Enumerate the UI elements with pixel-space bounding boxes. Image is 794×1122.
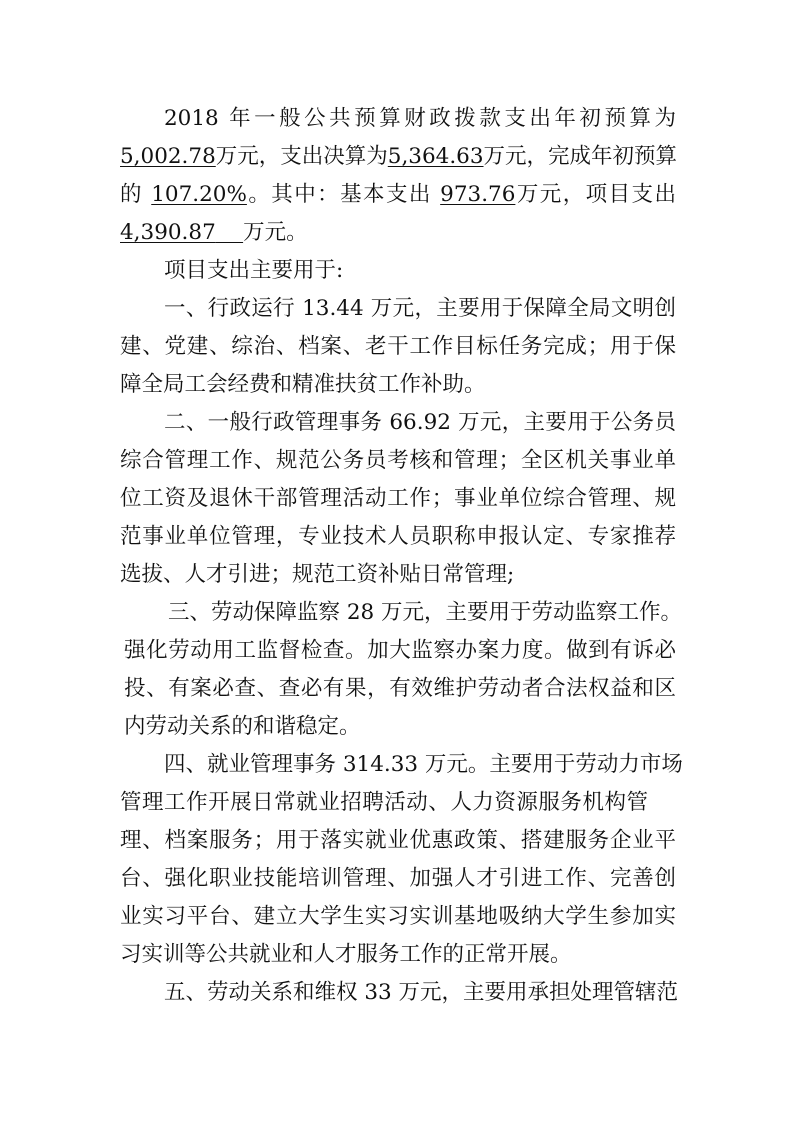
summary-text: 万元。 xyxy=(243,220,308,245)
item-4-line: 管理工作开展日常就业招聘活动、人力资源服务机构管 xyxy=(120,790,648,815)
item-4-line: 四、就业管理事务 314.33 万元。主要用于劳动力市场 xyxy=(164,752,683,777)
item-2-line: 综合管理工作、规范公务员考核和管理；全区机关事业单 xyxy=(120,448,676,473)
summary-line-3 xyxy=(120,176,676,214)
basic-expenditure-value: 973.76 xyxy=(440,182,516,207)
item-1-line: 建、党建、综治、档案、老干工作目标任务完成；用于保 xyxy=(120,334,676,359)
project-expenditure-value xyxy=(120,220,243,245)
project-heading: 项目支出主要用于: xyxy=(164,258,344,283)
item-2-line: 选拔、人才引进；规范工资补贴日常管理; xyxy=(120,562,515,587)
item-4-line: 业实习平台、建立大学生实习实训基地吸纳大学生参加实 xyxy=(120,904,676,929)
item-4-line: 理、档案服务；用于落实就业优惠政策、搭建服务企业平 xyxy=(120,828,676,853)
budget-initial-value: 5,002.78 xyxy=(120,144,216,169)
completion-rate-value: 107.20% xyxy=(151,182,247,207)
summary-text: 。其中：基本支出 xyxy=(246,182,432,207)
item-2-line: 位工资及退休干部管理活动工作；事业单位综合管理、规 xyxy=(120,486,676,511)
item-4-line: 台、强化职业技能培训管理、加强人才引进工作、完善创 xyxy=(120,866,676,891)
summary-text: 的 xyxy=(120,182,143,207)
item-2-line: 范事业单位管理，专业技术人员职称申报认定、专家推荐 xyxy=(120,524,676,549)
project-expenditure-number: 4,390.87 xyxy=(120,220,216,245)
item-3-line: 强化劳动用工监督检查。加大监察办案力度。做到有诉必 xyxy=(124,638,676,663)
item-4-line: 习实训等公共就业和人才服务工作的正常开展。 xyxy=(120,942,572,967)
item-1-line: 障全局工会经费和精准扶贫工作补助。 xyxy=(120,372,486,397)
summary-text: 万元，项目支出 xyxy=(515,182,676,207)
summary-text: 万元，完成年初预算 xyxy=(483,144,678,169)
item-2-line: 二、一般行政管理事务 66.92 万元，主要用于公务员 xyxy=(164,410,676,435)
summary-line-1: 2018 年一般公共预算财政拨款支出年初预算为 xyxy=(164,106,676,131)
item-3-line: 三、劳动保障监察 28 万元，主要用于劳动监察工作。 xyxy=(168,600,683,625)
item-1-line: 一、行政运行 13.44 万元，主要用于保障全局文明创 xyxy=(164,296,676,321)
summary-text: 万元，支出决算为 xyxy=(215,144,388,169)
summary-line-4 xyxy=(120,214,676,252)
item-5-line: 五、劳动关系和维权 33 万元，主要用承担处理管辖范 xyxy=(164,980,679,1005)
item-3-line: 投、有案必查、查必有果，有效维护劳动者合法权益和区 xyxy=(124,676,676,701)
item-3-line: 内劳动关系的和谐稳定。 xyxy=(124,714,361,739)
budget-final-value: 5,364.63 xyxy=(387,144,484,169)
summary-line-2 xyxy=(120,138,676,176)
